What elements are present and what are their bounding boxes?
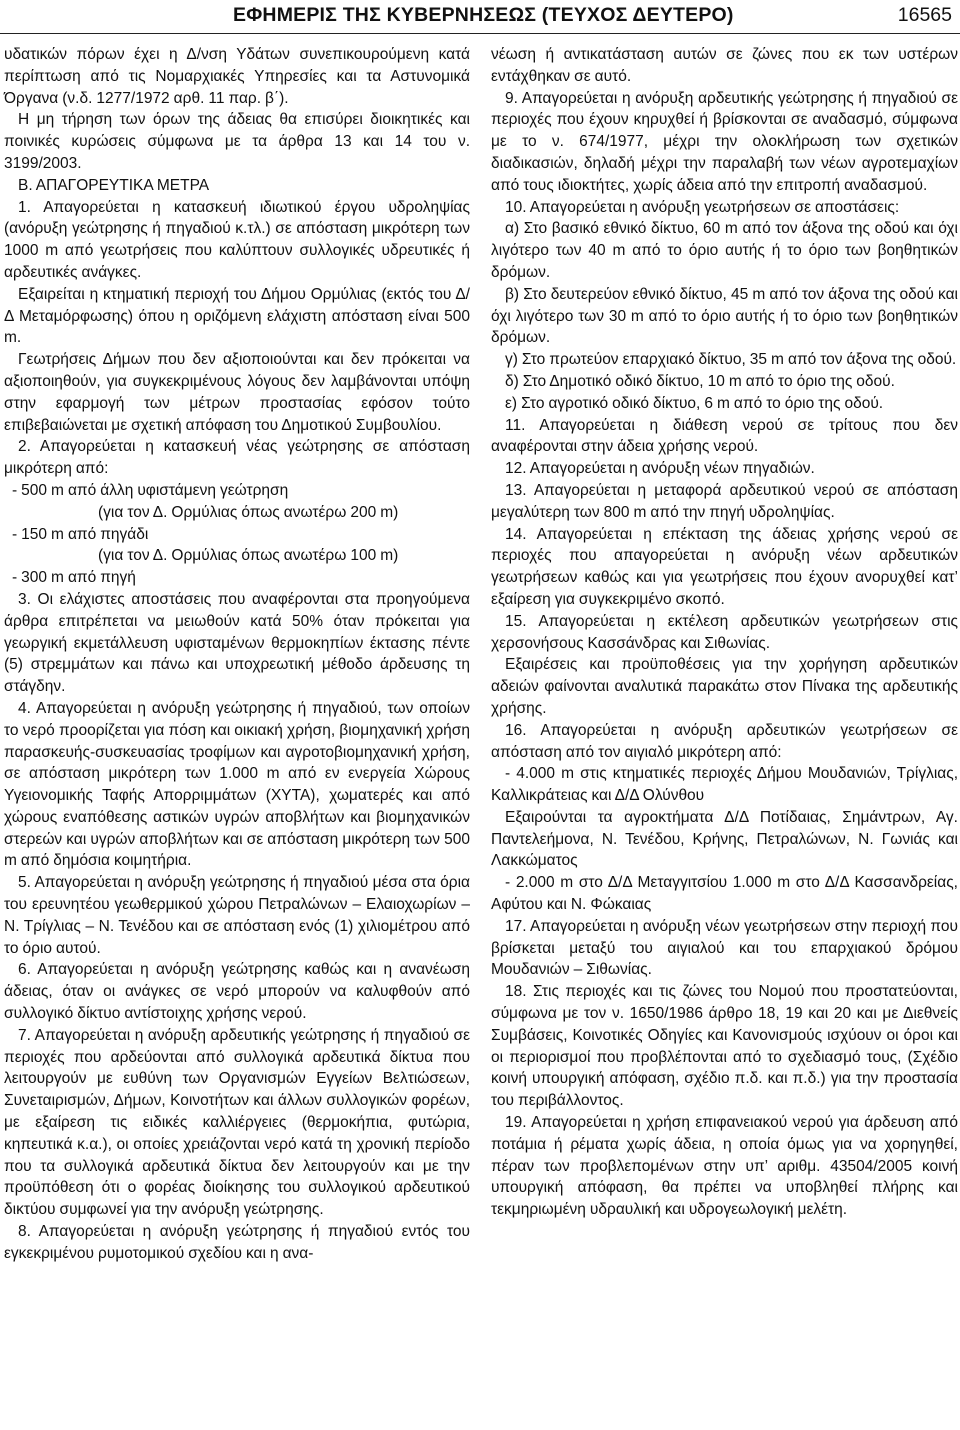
page-number: 16565 — [897, 4, 952, 26]
paragraph: 1. Απαγορεύεται η κατασκευή ιδιωτικού έργου υδροληψίας (ανόρυξη γεώτρησης ή πηγαδιού κ.τλ.) σε απόσταση μικρότερη των 1000 m από γεωτρήσεις που καλύπτουν συλλογικές υδρευτικές ή αρδευτικές ανάγκες. — [4, 198, 470, 281]
paragraph: - 300 m από πηγή — [12, 569, 136, 587]
paragraph: γ) Στο πρωτεύον επαρχιακό δίκτυο, 35 m από τον άξονα της οδού. — [505, 351, 957, 369]
paragraph: β) Στο δευτερεύον εθνικό δίκτυο, 45 m από τον άξονα της οδού και όχι λιγότερο των 30 m από το όριο αυτής ή το όριο των βοηθητικών δρόμων. — [491, 285, 958, 347]
left-column — [4, 44, 470, 1265]
paragraph: - 4.000 m στις κτηματικές περιοχές Δήμου Μουδανιών, Τρίγλιας, Καλλικράτειας και Δ/Δ Ολύνθου — [491, 765, 958, 805]
paragraph: Εξαιρείται η κτηματική περιοχή του Δήμου Ορμύλιας (εκτός του Δ/Δ Μεταμόρφωσης) όπου η οριζόμενη ελάχιστη απόσταση είναι 500 m. — [4, 285, 470, 347]
paragraph: 3. Οι ελάχιστες αποστάσεις που αναφέρονται στα προηγούμενα άρθρα επιτρέπεται να μειωθούν κατά 50% όταν πρόκειται για γεωργική εκμετάλλευση υφισταμένων θερμοκηπίων έκτασης πέντε (5) στρεμμάτων και πάνω και υποχρεωτική μέθοδο άρδευσης τη στάγδην. — [4, 590, 470, 696]
paragraph: δ) Στο Δημοτικό οδικό δίκτυο, 10 m από το όριο της οδού. — [505, 372, 895, 390]
paragraph: 2. Απαγορεύεται η κατασκευή νέας γεώτρησης σε απόσταση μικρότερη από: — [4, 438, 470, 478]
paragraph: α) Στο βασικό εθνικό δίκτυο, 60 m από τον άξονα της οδού και όχι λιγότερο των 40 m από το όριο αυτής ή το όριο των βοηθητικών δρόμων. — [491, 220, 958, 281]
paragraph: 8. Απαγορεύεται η ανόρυξη γεώτρησης ή πηγαδιού εντός του εγκεκριμένου ρυμοτομικού σχεδίου και η ανα- — [4, 1223, 470, 1262]
paragraph: Εξαιρούνται τα αγροκτήματα Δ/Δ Ποτίδαιας, Σημάντρων, Αγ. Παντελεήμονα, Ν. Τενέδου, Κρήνης, Πετραλώνων, Ν. Γωνιάς και Λακκώματος — [491, 808, 958, 870]
gazette-title: ΕΦΗΜΕΡΙΣ ΤΗΣ ΚΥΒΕΡΝΗΣΕΩΣ (ΤΕΥΧΟΣ ΔΕΥΤΕΡΟ) — [233, 4, 734, 26]
paragraph: - 2.000 m στο Δ/Δ Μεταγγιτσίου 1.000 m στο Δ/Δ Κασσανδρείας, Αφύτου και Ν. Φώκαιας — [491, 874, 958, 914]
right-column — [491, 44, 958, 1221]
paragraph: 16. Απαγορεύεται η ανόρυξη αρδευτικών γεωτρήσεων σε απόσταση από τον αιγιαλό μικρότερη από: — [491, 721, 958, 761]
paragraph: Εξαιρέσεις και προϋποθέσεις για την χορήγηση αρδευτικών αδειών φαίνονται αναλυτικά παρακάτω στον Πίνακα της αρδευτικής χρήσης. — [491, 656, 958, 717]
paragraph: (για τον Δ. Ορμύλιας όπως ανωτέρω 100 m) — [98, 547, 399, 565]
paragraph: - 150 m από πηγάδι — [12, 525, 149, 543]
paragraph: 19. Απαγορεύεται η χρήση επιφανειακού νερού για άρδευση από ποτάμια ή ρέματα χωρίς άδεια, η οποία όμως για να χορηγηθεί, πέραν των προβλεπομένων στην υπ’ αριθμ. 43504/2005 κοινή υπουργική απόφαση, θα πρέπει να υποβληθεί πλήρης και τεκμηριωμένη υδραυλική και υδρογεωλογική μελέτη. — [491, 1114, 958, 1219]
paragraph: 11. Απαγορεύεται η διάθεση νερού σε τρίτους που δεν αναφέρονται στην άδεια χρήσης νερού. — [491, 416, 958, 456]
paragraph: Γεωτρήσεις Δήμων που δεν αξιοποιούνται και δεν πρόκειται να αξιοποιηθούν, για συγκεκριμένους λόγους δεν λαμβάνονται υπόψη στην εφαρμογή των μέτρων προστασίας εφόσον τούτο επιβεβαιώνεται με σχετική απόφαση του Δημοτικού Συμβουλίου. — [4, 351, 470, 434]
paragraph: υδατικών πόρων έχει η Δ/νση Υδάτων συνεπικουρούμενη κατά περίπτωση από τις Νομαρχιακές Υπηρεσίες και τα Αστυνομικά Όργανα (ν.δ. 1277/1972 αρθ. 11 παρ. β΄). — [4, 46, 470, 107]
paragraph: 6. Απαγορεύεται η ανόρυξη γεώτρησης καθώς και η ανανέωση άδειας, όταν οι ανάγκες σε νερό μπορούν να καλυφθούν από συλλογικό δίκτυο αντίστοιχης χρήσης νερού. — [4, 961, 470, 1023]
paragraph: 18. Στις περιοχές και τις ζώνες του Νομού που προστατεύονται, σύμφωνα με τον ν. 1650/1986 άρθρο 18, 19 και 20 και με Διεθνείς Συμβάσεις, Κοινοτικές Οδηγίες και Κανονισμούς ισχύουν οι όροι και οι περιορισμοί που προβλέπονται από το σχεδιασμό τους, (Σχέδιο κοινή υπουργική απόφαση, σχέδιο π.δ. και π.δ.) για την προστασία του περιβάλλοντος. — [491, 983, 958, 1110]
paragraph: 15. Απαγορεύεται η εκτέλεση αρδευτικών γεωτρήσεων στις χερσονήσους Κασσάνδρας και Σιθωνίας. — [491, 612, 958, 652]
paragraph: 17. Απαγορεύεται η ανόρυξη νέων γεωτρήσεων στην περιοχή που βρίσκεται μεταξύ του αιγιαλού και του επαρχιακού δρόμου Μουδανιών – Σιθωνίας. — [491, 917, 958, 979]
paragraph: 10. Απαγορεύεται η ανόρυξη γεωτρήσεων σε αποστάσεις: — [505, 198, 900, 216]
paragraph: 13. Απαγορεύεται η μεταφορά αρδευτικού νερού σε απόσταση μεγαλύτερη των 800 m από την πηγή υδροληψίας. — [491, 481, 958, 521]
paragraph: (για τον Δ. Ορμύλιας όπως ανωτέρω 200 m) — [98, 503, 399, 521]
paragraph: 12. Απαγορεύεται η ανόρυξη νέων πηγαδιών. — [505, 460, 815, 478]
page-header — [0, 2, 960, 32]
paragraph: νέωση ή αντικατάσταση αυτών σε ζώνες που εκ των υστέρων εντάχθηκαν σε αυτό. — [491, 46, 958, 85]
paragraph: 14. Απαγορεύεται η επέκταση της άδειας χρήσης νερού σε περιοχές που απαγορεύεται η ανόρυξη νέων αρδευτικών γεωτρήσεων καθώς και για γεωτρήσεις που έχουν ανορυχθεί κατ’ εξαίρεση για συγκεκριμένο σκοπό. — [491, 525, 958, 608]
paragraph: ε) Στο αγροτικό οδικό δίκτυο, 6 m από το όριο της οδού. — [505, 394, 884, 412]
paragraph: Η μη τήρηση των όρων της άδειας θα επισύρει διοικητικές και ποινικές κυρώσεις σύμφωνα με τα άρθρα 13 και 14 του ν. 3199/2003. — [4, 111, 470, 172]
header-divider — [0, 33, 960, 34]
paragraph: 5. Απαγορεύεται η ανόρυξη γεώτρησης ή πηγαδιού μέσα στα όρια του ερευνητέου γεωθερμικού χώρου Πετραλώνων – Ελαιοχωρίων – Ν. Τρίγλιας – Ν. Τενέδου και σε απόσταση ενός (1) χιλιομέτρου από το όριο αυτού. — [4, 874, 470, 957]
paragraph: 7. Απαγορεύεται η ανόρυξη αρδευτικής γεώτρησης ή πηγαδιού σε περιοχές που αρδεύονται από συλλογικά αρδευτικά δίκτυα που λειτουργούν με ευθύνη των Οργανισμών Εγγείων Βελτιώσεων, Συνεταιρισμών, Δήμων, Κοινοτήτων και άλλων συλλογικών φορέων, με εξαίρεση τις ειδικές καλλιέργειες (θερμοκήπια, φυτώρια, κηπευτικά κ.α.), οι οποίες χρειάζονται νερό κατά τη χρονική περίοδο που τα συλλογικά αρδευτικά δίκτυα δεν λειτουργούν και με την προϋπόθεση ότι ο φορέας διοίκησης του συλλογικού αρδευτικού δικτύου συμφωνεί για την ανόρυξη γεώτρησης. — [4, 1026, 470, 1219]
paragraph: 4. Απαγορεύεται η ανόρυξη γεώτρησης ή πηγαδιού, των οποίων το νερό προορίζεται για πόση και οικιακή χρήση, βιομηχανική χρήση παρασκευής-συσκευασίας τροφίμων και αγροτοβιομηχανική χρήση, σε απόσταση μικρότερη των 1.000 m από εν ενεργεία Χώρους Υγειονομικής Ταφής Απορριμμάτων (ΧΥΤΑ), χωματερές και από χώρους εναπόθεσης αστικών υγρών αποβλήτων και βιομηχανικών στερεών και υγρών αποβλήτων και σε απόσταση μικρότερη των 500 m από δημόσια κοιμητήρια. — [4, 699, 470, 870]
paragraph: - 500 m από άλλη υφιστάμενη γεώτρηση — [12, 481, 289, 499]
paragraph: Β. ΑΠΑΓΟΡΕΥΤΙΚΑ ΜΕΤΡΑ — [18, 176, 210, 194]
paragraph: 9. Απαγορεύεται η ανόρυξη αρδευτικής γεώτρησης ή πηγαδιού σε περιοχές που έχουν κηρυχθεί ή βρίσκονται σε αναδασμό, σύμφωνα με το ν. 674/1977, μέχρι την ολοκλήρωση των σχετικών διαδικασιών, δηλαδή μέχρι την παραλαβή των νέων αγροτεμαχίων από τους ιδιοκτήτες, χωρίς άδεια από την επιτροπή αναδασμού. — [491, 89, 958, 194]
